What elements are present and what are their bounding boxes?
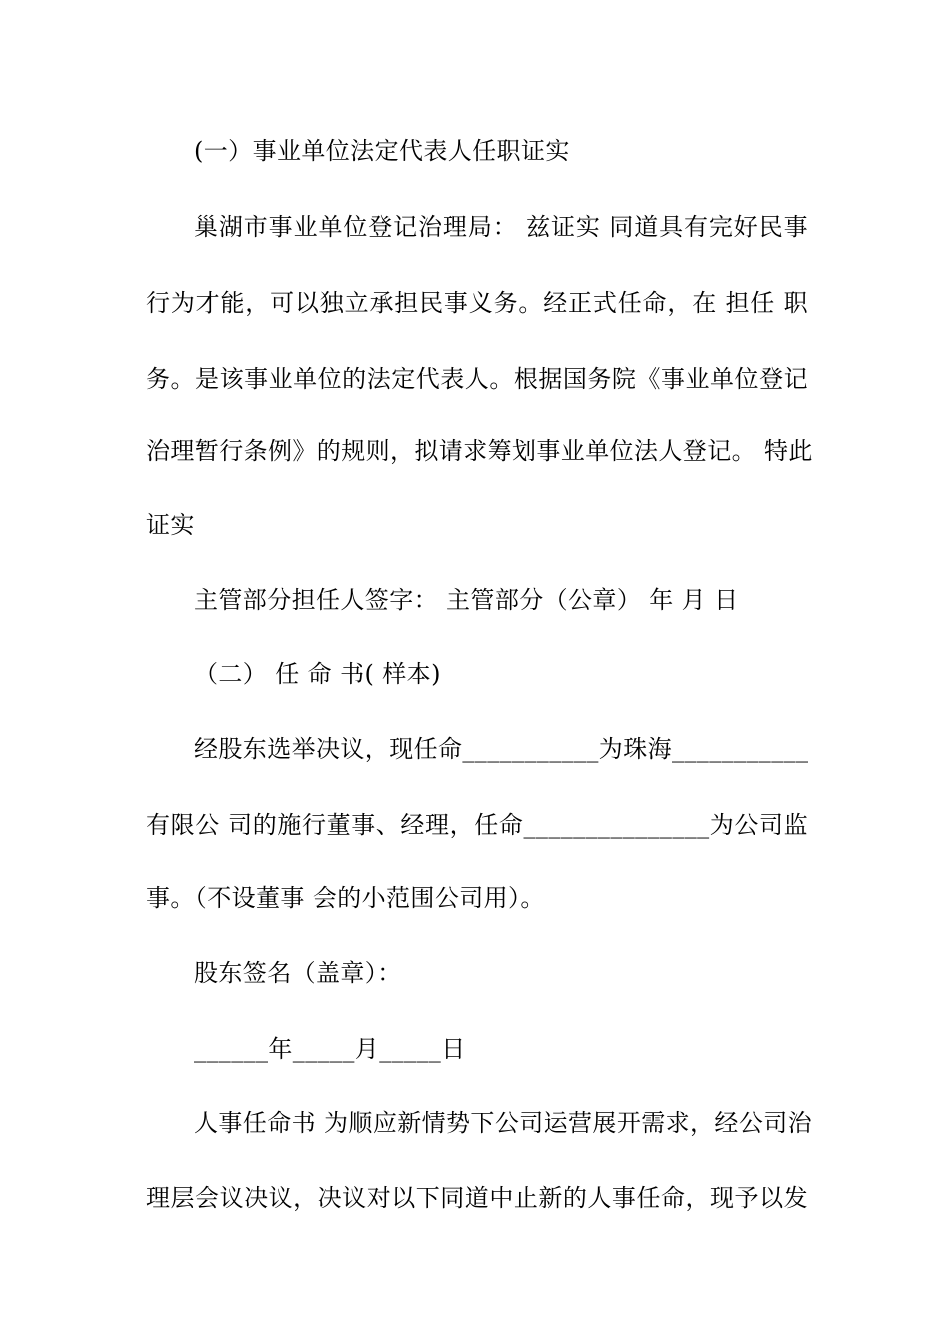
paragraph-line: 经股东选举决议，现任命___________为珠海___________ — [194, 735, 809, 763]
paragraph-line: 理层会议决议，决议对以下同道中止新的人事任命，现予以发 — [146, 1184, 808, 1212]
paragraph-line: 治理暂行条例》的规则，拟请求筹划事业单位法人登记。 特此 — [146, 437, 813, 465]
paragraph-line: 巢湖市事业单位登记治理局： 兹证实 同道具有完好民事 — [194, 213, 808, 241]
signature-line: 主管部分担任人签字： 主管部分（公章） 年 月 日 — [194, 586, 739, 614]
paragraph-line: 证实 — [146, 511, 195, 539]
section-heading-2: （二） 任 命 书( 样本) — [194, 660, 441, 688]
section-heading-1: (一）事业单位法定代表人任职证实 — [194, 137, 570, 165]
paragraph-line: 人事任命书 为顺应新情势下公司运营展开需求，经公司治 — [194, 1109, 813, 1137]
paragraph-line: 行为才能，可以独立承担民事义务。经正式任命，在 担任 职 — [146, 289, 808, 317]
date-line: ______年_____月_____日 — [194, 1035, 466, 1063]
shareholder-signature-line: 股东签名（盖章）： — [194, 959, 402, 987]
paragraph-line: 务。是该事业单位的法定代表人。根据国务院《事业单位登记 — [146, 365, 808, 393]
paragraph-line: 事。（不设董事 会的小范围公司用）。 — [146, 884, 545, 912]
paragraph-line: 有限公 司的施行董事、经理，任命_______________为公司监 — [146, 811, 808, 839]
